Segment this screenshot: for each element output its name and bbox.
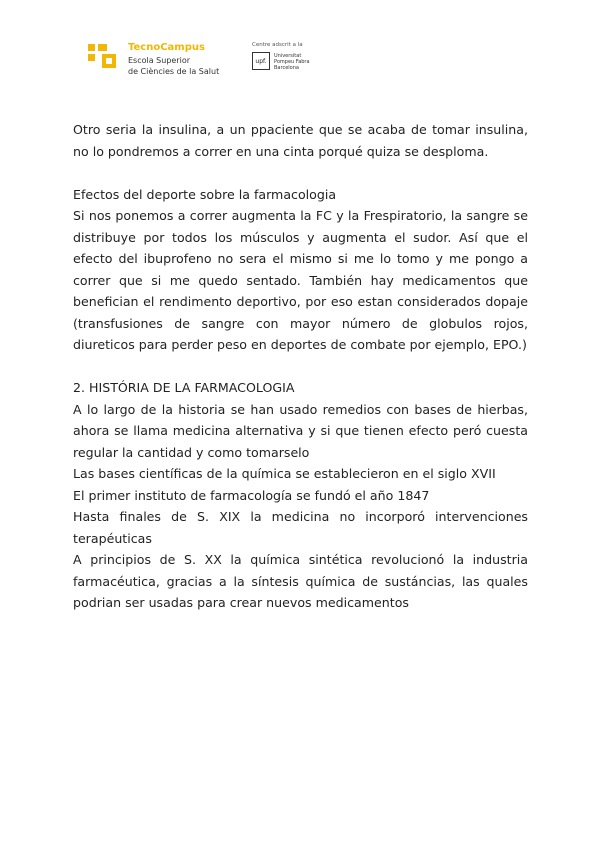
upf-line-2: Pompeu Fabra bbox=[274, 59, 310, 65]
affiliation-label: Centre adscrit a la bbox=[252, 42, 303, 48]
paragraph-siglo-xx: A principios de S. XX la química sintética revolucionó la industria farmacéutica, gracias a la síntesis química de sustáncias, las quales podrian ser usadas para crear nuevos medicamentos bbox=[73, 552, 528, 610]
page-header bbox=[88, 42, 528, 82]
paragraph-instituto: El primer instituto de farmacología se fundó el año 1847 bbox=[73, 487, 430, 503]
school-line-2: de Ciències de la Salut bbox=[128, 67, 220, 76]
upf-logo-icon: upf. bbox=[252, 52, 270, 70]
brand-name: TecnoCampus bbox=[128, 42, 205, 53]
document-body bbox=[73, 119, 528, 614]
tecnocampus-logo-icon bbox=[88, 44, 118, 70]
paragraph-siglo-xix: Hasta finales de S. XIX la medicina no incorporó intervenciones terapéuticas bbox=[73, 509, 528, 546]
paragraph-bases-cientificas: Las bases científicas de la química se establecieron en el siglo XVII bbox=[73, 466, 496, 481]
upf-line-1: Universitat bbox=[274, 53, 302, 59]
paragraph-hierbas: A lo largo de la historia se han usado remedios con bases de hierbas, ahora se llama medicina alternativa y si que tienen efecto peró cuesta regular la cantidad y como tomarselo bbox=[73, 401, 528, 460]
school-logo-text bbox=[128, 42, 219, 77]
school-line-1: Escola Superior bbox=[128, 56, 191, 65]
paragraph-insulina: Otro seria la insulina, a un ppaciente que se acaba de tomar insulina, no lo pondremos a correr en una cinta porqué quiza se desploma. bbox=[73, 122, 528, 159]
paragraph-efectos: Si nos ponemos a correr augmenta la FC y la Frespiratorio, la sangre se distribuye por todos los músculos y augmenta el sudor. Así que el efecto del ibuprofeno no sera el mismo si me lo tomo y me pongo a correr que si me quedo sentado. También hay medicamentos que benefician el rendimento deportivo, por eso estan considerados dopaje (transfusiones de sangre con mayor número de globulos rojos, diureticos para perder peso en deportes de combate por ejemplo, EPO.) bbox=[73, 208, 528, 352]
upf-line-3: Barcelona bbox=[274, 65, 299, 71]
upf-name bbox=[274, 53, 310, 71]
section-heading-historia: 2. HISTÓRIA DE LA FARMACOLOGIA bbox=[73, 380, 295, 395]
section-title-efectos: Efectos del deporte sobre la farmacologia bbox=[73, 186, 337, 202]
upf-affiliation bbox=[252, 42, 310, 71]
